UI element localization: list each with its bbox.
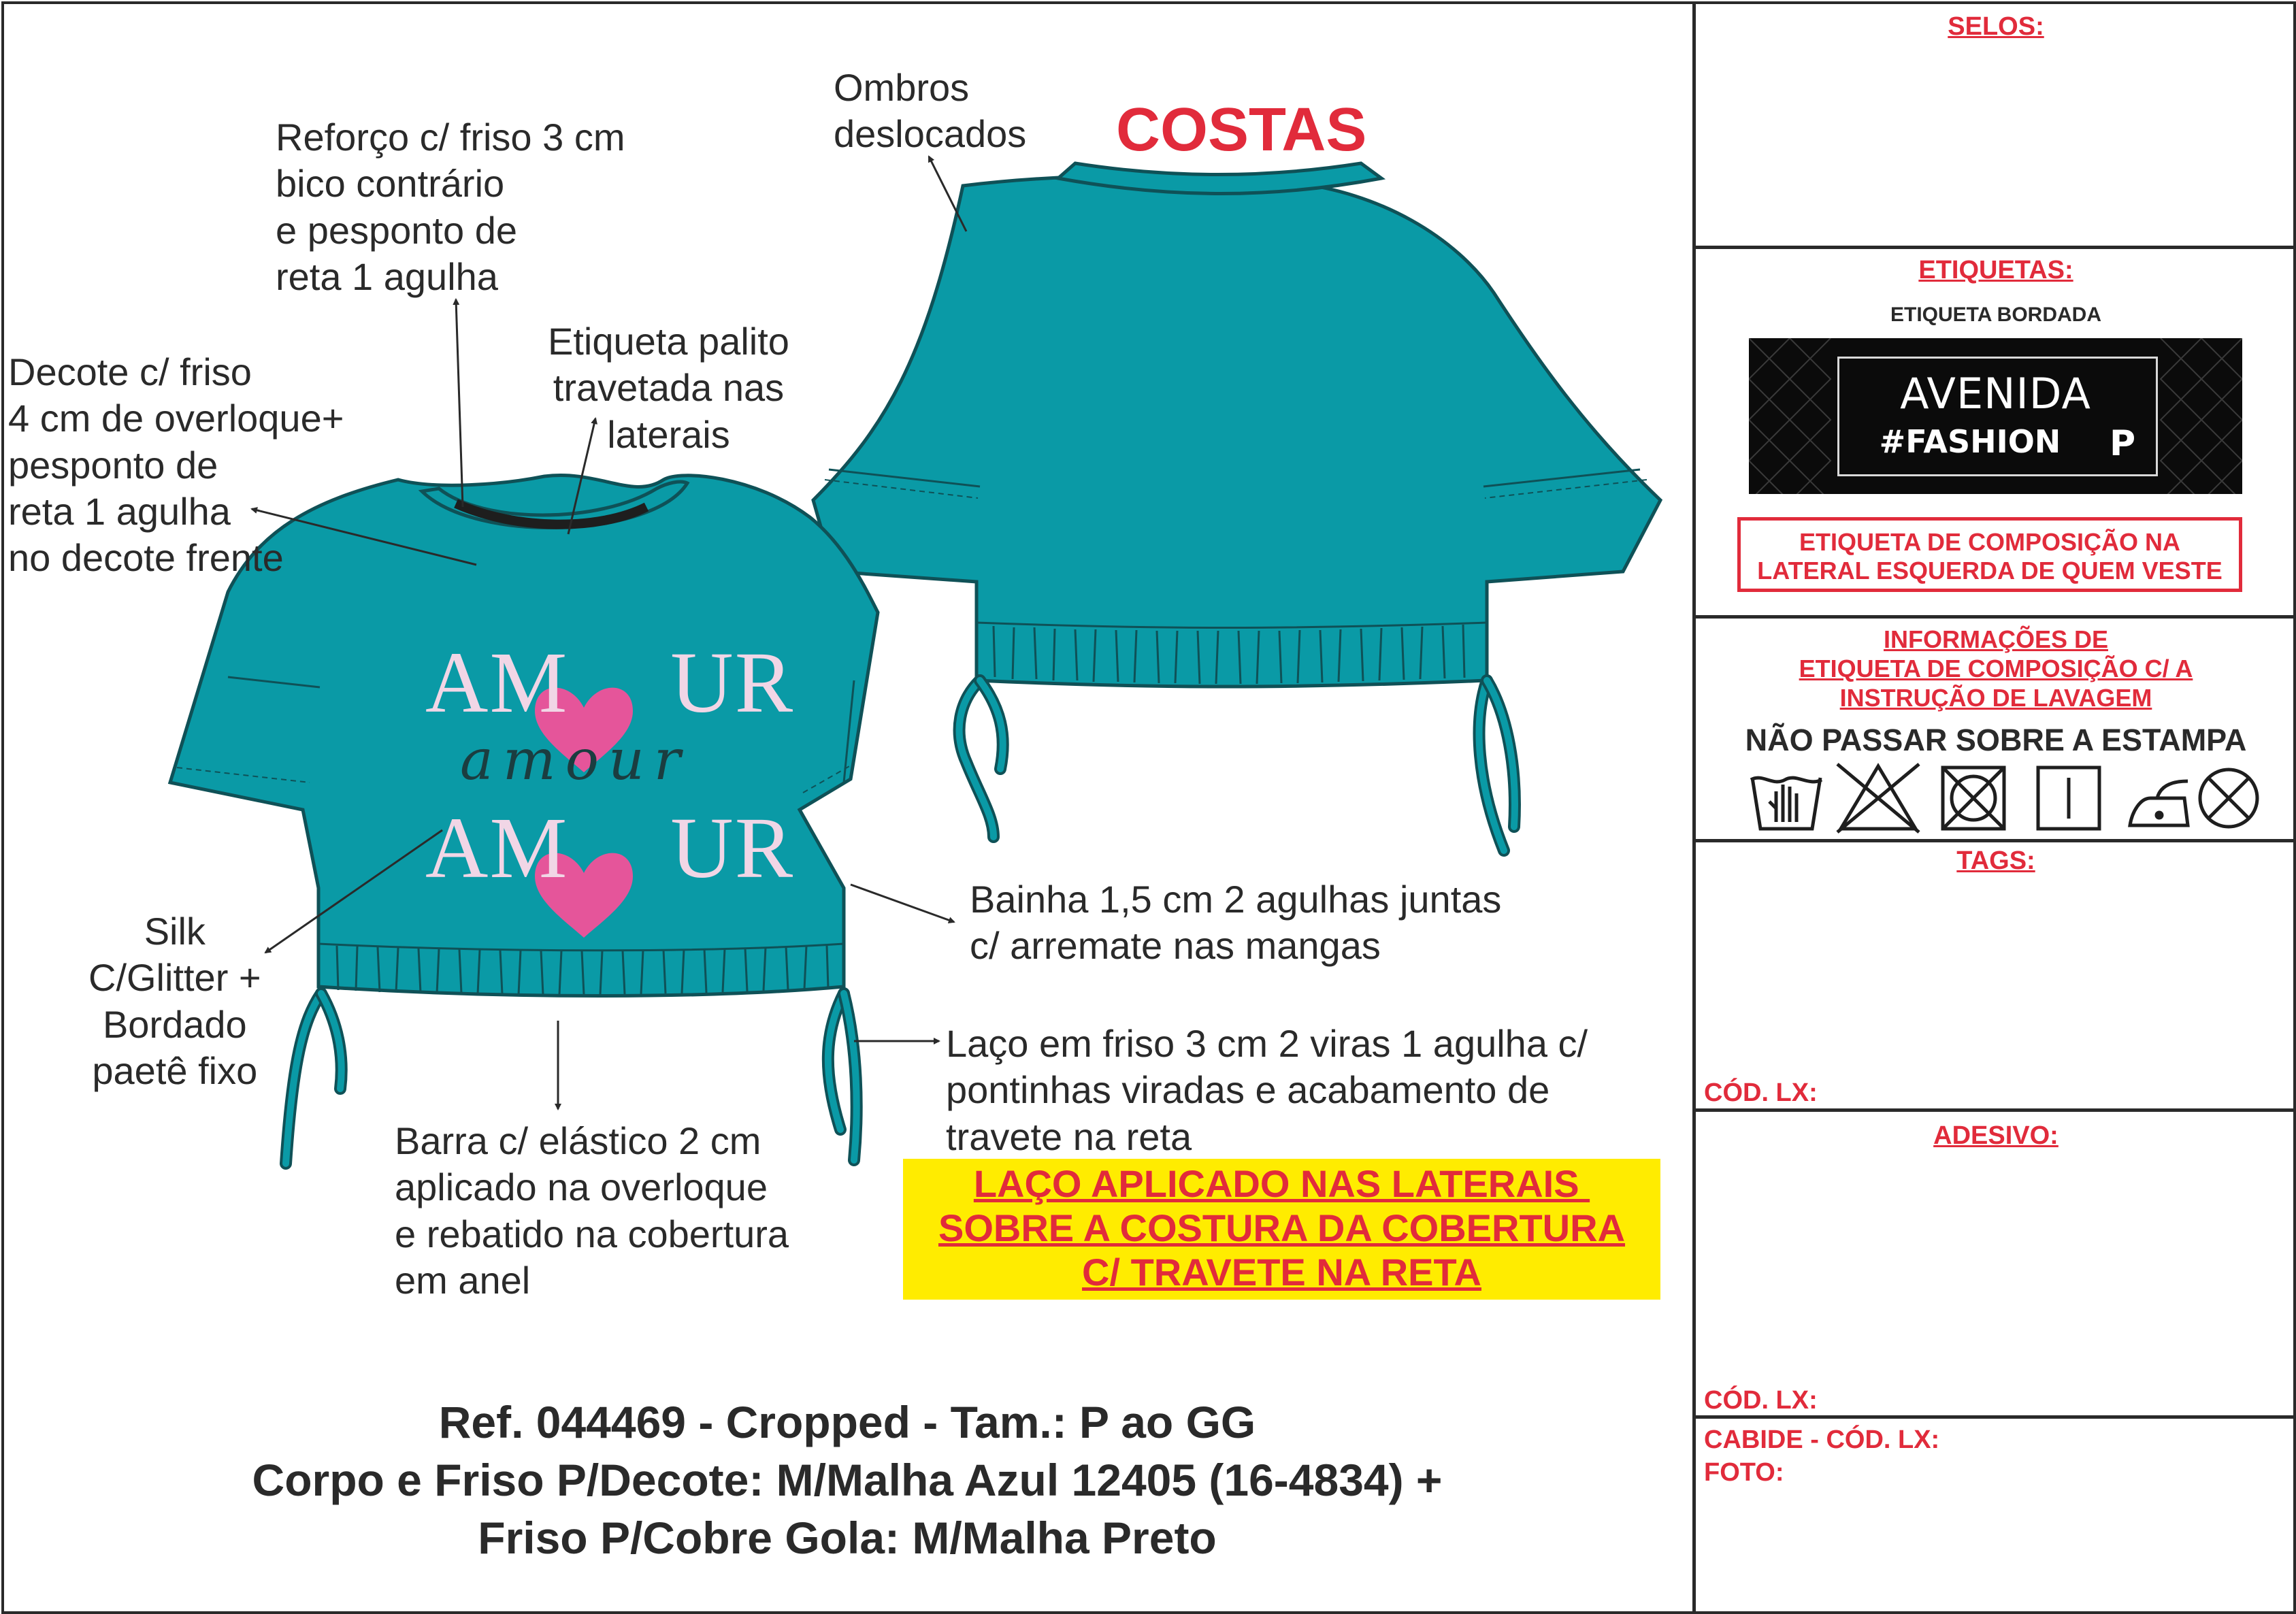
highlight-note-text: LAÇO APLICADO NAS LATERAIS SOBRE A COSTURA DA COBERTURA C/ TRAVETE NA RETA bbox=[938, 1162, 1626, 1294]
cod-lx-1: CÓD. LX: bbox=[1704, 1078, 1818, 1107]
foto-label: FOTO: bbox=[1704, 1458, 1784, 1487]
print-line-1 bbox=[425, 633, 794, 733]
print-ur-1: UR bbox=[670, 634, 795, 731]
info-title: INFORMAÇÕES DE ETIQUETA DE COMPOSIÇÃO C/ A INSTRUÇÃO DE LAVAGEM bbox=[1799, 625, 2193, 712]
cod-lx-2: CÓD. LX: bbox=[1704, 1386, 1818, 1415]
cabide-label: CABIDE - CÓD. LX: bbox=[1704, 1426, 1940, 1454]
line-dry-icon bbox=[2038, 768, 2099, 829]
do-not-bleach-icon bbox=[1837, 764, 1919, 832]
composicao-note: ETIQUETA DE COMPOSIÇÃO NA LATERAL ESQUERDA DE QUEM VESTE bbox=[1757, 528, 2223, 585]
back-body bbox=[813, 176, 1660, 687]
hand-wash-icon bbox=[1751, 778, 1822, 829]
adesivo-heading: ADESIVO: bbox=[1933, 1121, 2059, 1150]
reference-line-2: Corpo e Friso P/Decote: M/Malha Azul 12405 (16-4834) + bbox=[252, 1455, 1443, 1505]
annotation-silk: Silk C/Glitter + Bordado paetê fixo bbox=[88, 910, 261, 1092]
annotation-barra: Barra c/ elástico 2 cm aplicado na overloque e rebatido na cobertura em anel bbox=[395, 1119, 789, 1302]
label-brand: AVENIDA bbox=[1900, 369, 2091, 418]
print-line-2 bbox=[425, 798, 794, 898]
care-symbols bbox=[1745, 761, 2263, 836]
etiqueta-bordada-label: ETIQUETA BORDADA bbox=[1890, 303, 2101, 326]
annotation-laco: Laço em friso 3 cm 2 viras 1 agulha c/ pontinhas viradas e acabamento de travete na reta bbox=[946, 1022, 1588, 1158]
annotation-decote: Decote c/ friso 4 cm de overloque+ pesponto de reta 1 agulha no decote frente bbox=[8, 350, 344, 580]
do-not-tumble-dry-icon bbox=[1943, 768, 2004, 829]
print-script: amour bbox=[459, 728, 691, 793]
print-ur-2: UR bbox=[670, 800, 795, 896]
back-view bbox=[813, 163, 1660, 851]
print-am-1: AM bbox=[425, 634, 569, 731]
reference-line-1: Ref. 044469 - Cropped - Tam.: P ao GG bbox=[438, 1397, 1256, 1447]
brand-label bbox=[1749, 338, 2242, 494]
etiquetas-heading: ETIQUETAS: bbox=[1918, 256, 2073, 284]
nao-passar: NÃO PASSAR SOBRE A ESTAMPA bbox=[1745, 723, 2247, 757]
tags-heading: TAGS: bbox=[1956, 846, 2035, 875]
reference-line-3: Friso P/Cobre Gola: M/Malha Preto bbox=[478, 1513, 1217, 1563]
annotation-bainha: Bainha 1,5 cm 2 agulhas juntas c/ arremate nas mangas bbox=[970, 878, 1502, 968]
annotation-etiqueta-palito: Etiqueta palito travetada nas laterais bbox=[548, 320, 789, 456]
annotation-ombros: Ombros deslocados bbox=[834, 66, 1027, 156]
costas-heading: COSTAS bbox=[1116, 96, 1367, 164]
selos-heading: SELOS: bbox=[1948, 12, 2044, 41]
do-not-dry-clean-icon bbox=[2200, 770, 2257, 827]
print-am-2: AM bbox=[425, 800, 569, 896]
annotation-reforco: Reforço c/ friso 3 cm bico contrário e pesponto de reta 1 agulha bbox=[276, 116, 625, 298]
label-sub: #FASHION bbox=[1879, 423, 2061, 460]
label-size: P bbox=[2110, 423, 2136, 464]
iron-low-icon bbox=[2130, 781, 2188, 825]
